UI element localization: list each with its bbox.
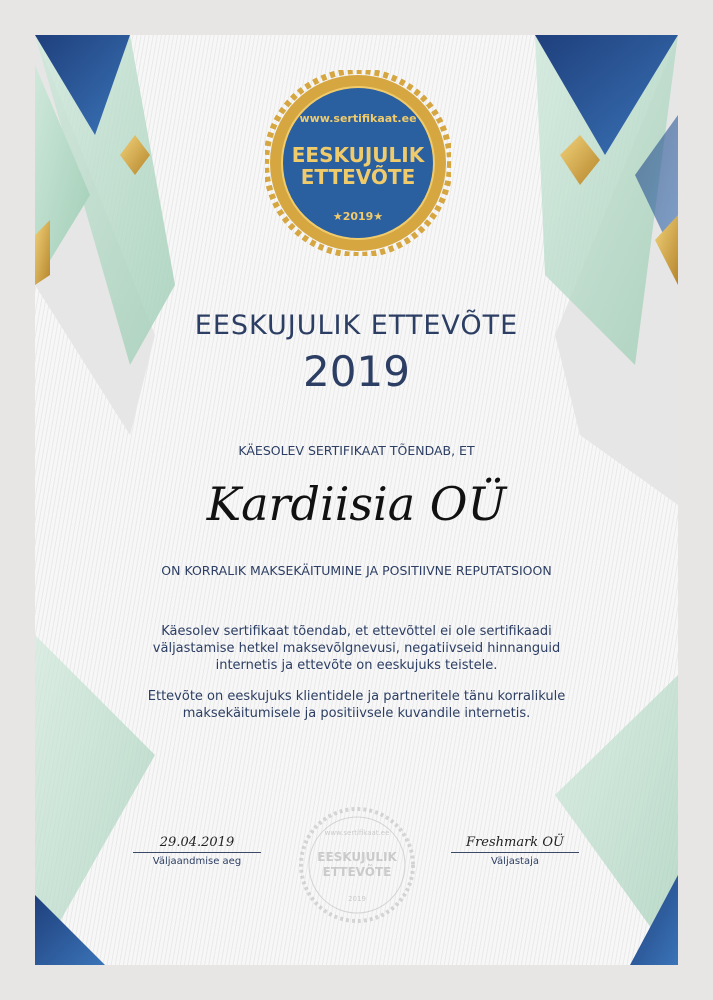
watermark-line2: ETTEVÕTE [322, 865, 392, 879]
issuer [451, 835, 579, 867]
certificate-title: EESKUJULIK ETTEVÕTE [194, 310, 519, 341]
watermark-year: 2019 [348, 895, 366, 903]
certificate [35, 35, 678, 965]
seal-url: www.sertifikaat.ee [299, 112, 417, 125]
issue-date-label: Väljaandmise aeg [152, 856, 242, 867]
certificate-year: 2019 [303, 347, 410, 396]
intro-text: KÄESOLEV SERTIFIKAAT TÕENDAB, ET [238, 443, 475, 458]
watermark-line1: EESKUJULIK [317, 850, 397, 864]
tagline: ON KORRALIK MAKSEKÄITUMINE JA POSITIIVNE REPUTATSIOON [161, 563, 552, 578]
paragraph-1: Käesolev sertifikaat tõendab, et ettevõttel ei ole sertifikaadi väljastamise hetkel maksevõlgnevusi, negatiivseid hinnanguid internetis ja ettevõte on eeskujuks teistele. [152, 624, 561, 673]
issue-date-value: 29.04.2019 [133, 835, 261, 853]
award-seal [265, 70, 451, 256]
issuer-label: Väljastaja [490, 856, 540, 867]
seal-line1: EESKUJULIK [291, 143, 425, 167]
watermark-url: www.sertifikaat.ee [324, 829, 390, 837]
issue-date [133, 835, 261, 867]
company-name: Kardiisia OÜ [206, 477, 507, 531]
watermark-seal [297, 805, 417, 925]
issuer-value: Freshmark OÜ [451, 835, 579, 853]
paragraph-2: Ettevõte on eeskujuks klientidele ja partneritele tänu korralikule maksekäitumisele ja positiivsele kuvandile internetis. [147, 689, 566, 721]
seal-line2: ETTEVÕTE [300, 165, 416, 189]
seal-year: ★2019★ [332, 210, 384, 223]
